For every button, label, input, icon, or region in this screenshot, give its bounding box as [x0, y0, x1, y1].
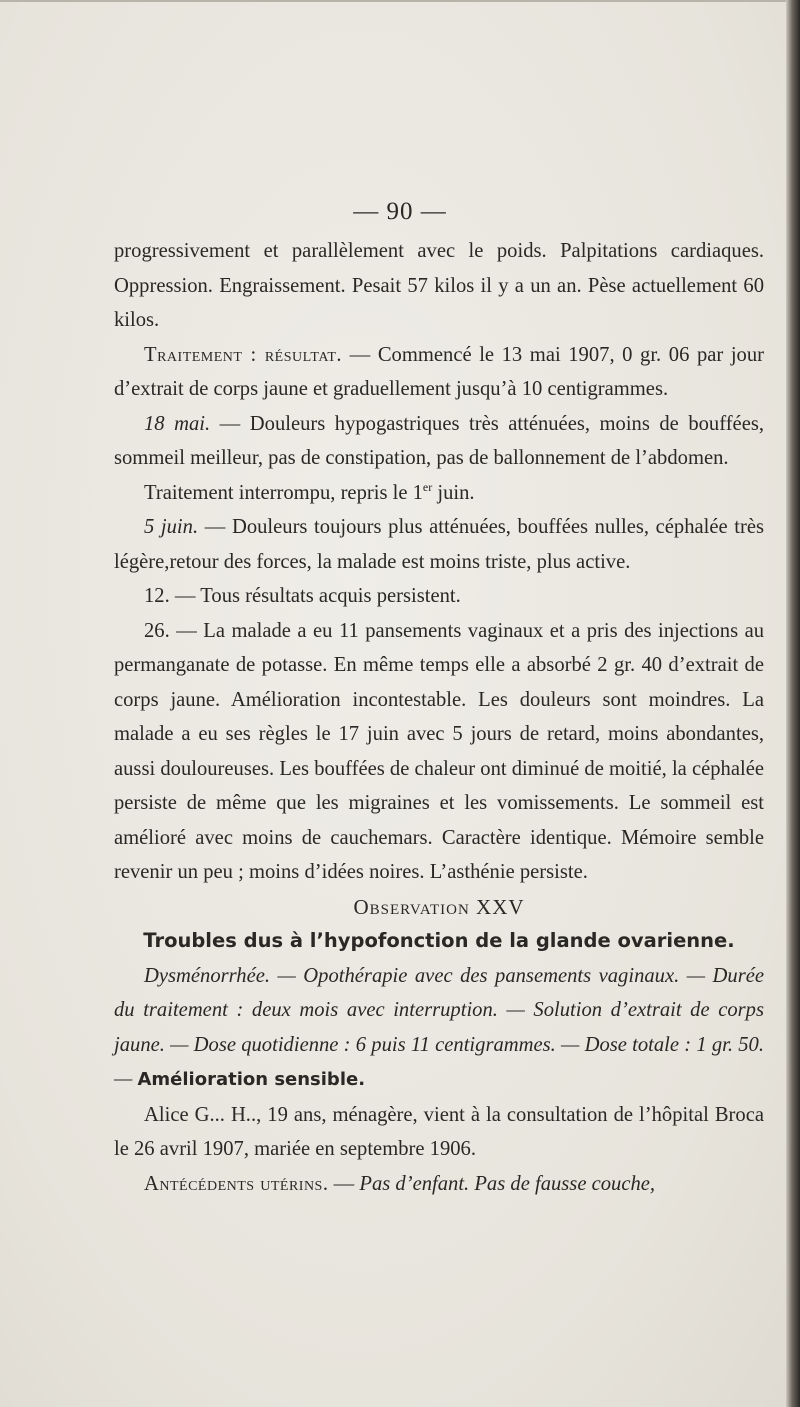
- interrupted-end: juin.: [432, 481, 475, 504]
- antecedents-paragraph: [114, 1167, 764, 1202]
- date-5-juin: 5 juin.: [144, 516, 199, 538]
- page-top-edge: [0, 0, 800, 2]
- paragraph-18-mai: [114, 407, 764, 476]
- paragraph-continuation: progressivement et parallèlement avec le poids. Palpitations cardiaques. Oppression. Engraissement. Pesait 57 kilos il y a un an. Pèse actuellement 60 kilos.: [114, 240, 764, 331]
- summary-italic: Dysménorrhée. — Opothérapie avec des pansements vaginaux. — Durée du traitement : deux mois avec interruption. — Solution d’extrait de corps jaune. — Dose quotidienne : 6 puis 11 centigrammes. — Dose totale : 1 gr. 50. —: [114, 964, 764, 1090]
- summary-result: Amélioration sensible.: [137, 1069, 366, 1090]
- text-5-juin: — Douleurs toujours plus atténuées, bouffées nulles, céphalée très légère,retour des forces, la malade est moins triste, plus active.: [114, 516, 764, 573]
- paragraph-12: 12. — Tous résultats acquis persistent.: [144, 585, 461, 607]
- patient-paragraph: Alice G... H.., 19 ans, ménagère, vient à la consultation de l’hôpital Broca le 26 avril 1907, mariée en septembre 1906.: [114, 1103, 764, 1160]
- date-18-mai: 18 mai.: [144, 412, 211, 435]
- paragraph-treatment: [114, 338, 764, 407]
- paragraph-26: 26. — La malade a eu 11 pansements vaginaux et a pris des injections au permanganate de potasse. En même temps elle a absorbé 2 gr. 40 d’extrait de corps jaune. Amélioration incontestable. Les douleurs sont moindres. La malade a eu ses règles le 17 juin avec 5 jours de retard, moins abondantes, aussi douloureuses. Les bouffées de chaleur ont diminué de moitié, la céphalée persiste de même que les migraines et les vomissements. Le sommeil est amélioré avec moins de cauchemars. Caractère identique. Mémoire semble revenir un peu ; moins d’idées noires. L’asthénie persiste.: [114, 619, 764, 883]
- treatment-text: — Commencé le 13 mai 1907, 0 gr. 06 par jour d’extrait de corps jaune et graduellement jusqu’à 10 centigrammes.: [114, 343, 764, 400]
- interrupted-text: Traitement interrompu, repris le 1: [144, 481, 423, 504]
- observation-summary: [114, 959, 764, 1098]
- interrupted-sup: er: [422, 479, 433, 494]
- observation-heading: Observation XXV: [353, 894, 525, 919]
- antecedents-label: Antécédents utérins.: [144, 1172, 329, 1195]
- antecedents-dash: —: [328, 1172, 360, 1195]
- treatment-label: Traitement : résultat.: [144, 343, 343, 366]
- antecedents-text: Pas d’enfant. Pas de fausse couche,: [359, 1172, 656, 1195]
- paragraph-interrupted: [114, 476, 764, 511]
- text-18-mai: — Douleurs hypogastriques très atténuées, moins de bouffées, sommeil meilleur, pas de constipation, pas de ballonnement de l’abdomen.: [114, 412, 764, 469]
- body-text: [114, 234, 764, 1201]
- observation-title: Troubles dus à l’hypofonction de la glande ovarienne.: [143, 929, 735, 952]
- paragraph-5-juin: [114, 510, 764, 579]
- page-number: — 90 —: [353, 198, 447, 225]
